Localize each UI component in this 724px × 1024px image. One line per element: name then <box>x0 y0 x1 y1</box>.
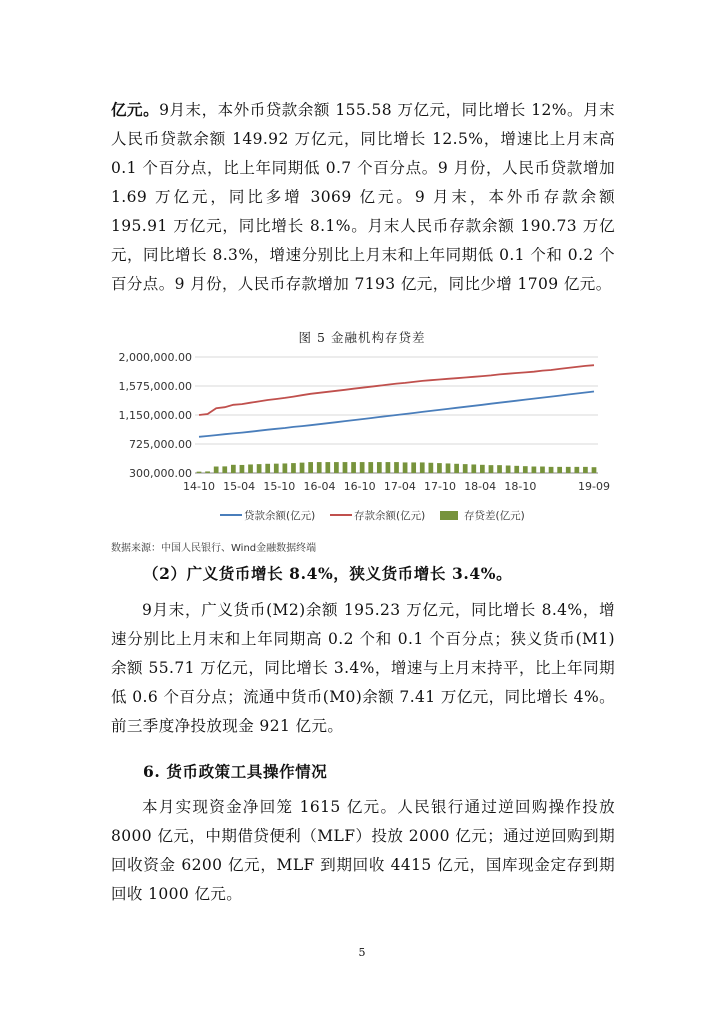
gap-bar <box>325 462 330 473</box>
gap-bar <box>532 467 537 473</box>
gap-bar <box>592 467 597 473</box>
gap-bar <box>265 464 270 473</box>
page-number: 5 <box>358 946 366 959</box>
gap-bar <box>489 465 494 473</box>
gap-bar <box>583 467 588 473</box>
x-tick-label: 18-10 <box>504 480 537 493</box>
y-tick-label: 1,575,000.00 <box>118 380 192 393</box>
gap-bar <box>540 467 545 473</box>
figure-caption: 图 5 金融机构存贷差 <box>298 330 426 345</box>
y-tick-label: 300,000.00 <box>129 467 192 480</box>
data-source-note: 数据来源：中国人民银行、Wind金融数据终端 <box>111 543 317 554</box>
gap-bar <box>437 463 442 473</box>
gap-bar <box>222 466 227 473</box>
section-heading-money-supply: （2）广义货币增长 8.4%，狭义货币增长 3.4%。 <box>143 564 513 583</box>
y-axis-ticks <box>119 351 192 480</box>
gap-bar <box>514 466 519 473</box>
gap-bar <box>214 467 219 473</box>
gap-bar <box>497 465 502 473</box>
gap-bar <box>394 462 399 473</box>
x-tick-label: 17-10 <box>424 480 457 493</box>
legend-label: 贷款余额(亿元) <box>244 510 316 522</box>
gap-bar <box>197 472 202 473</box>
gap-bar <box>283 463 288 473</box>
chart-legend <box>220 509 525 522</box>
gap-bar <box>291 463 296 473</box>
x-tick-label: 17-04 <box>383 480 416 493</box>
gap-bar <box>428 463 433 473</box>
gap-bar <box>446 463 451 473</box>
chart-lines <box>199 365 594 437</box>
legend-label: 存款余额(亿元) <box>354 510 426 522</box>
gap-bar <box>240 465 245 473</box>
gap-bar <box>317 462 322 473</box>
gap-bar <box>248 464 253 473</box>
gap-bar <box>403 462 408 473</box>
gap-bar <box>257 464 262 473</box>
gap-bar <box>360 462 365 473</box>
loan-deposit-text: 9月末，本外币贷款余额 155.58 万亿元，同比增长 12%。月末人民币贷款余额 149.92 万亿元，同比增长 12.5%，增速比上月末高 0.1 个百分点，比上年同期低 0.7 个百分点。9 月份，人民币贷款增加 1.69 万亿元，同比多增 3069 亿元。9 月末，本外币存款余额 195.91 万亿元，同比增长 8.1%。月末人民币存款余额 190.73 万亿元，同比增长 8.3%，增速分别比上月末和上年同期低 0.1 个和 0.2 个百分点。9 月份，人民币存款增加 7193 亿元，同比少增 1709 亿元。 <box>111 101 616 293</box>
policy-tools-paragraph: 本月实现资金净回笼 1615 亿元。人民银行通过逆回购操作投放 8000 亿元，中期借贷便利（MLF）投放 2000 亿元；通过逆回购到期回收资金 6200 亿元，MLF 到期回收 4415 亿元，国库现金定存到期回收 1000 亿元。 <box>111 798 615 903</box>
gap-bar <box>506 465 511 473</box>
gap-bar <box>334 462 339 473</box>
gap-bar <box>368 462 373 473</box>
y-tick-label: 725,000.00 <box>129 438 192 451</box>
gap-bar <box>549 467 554 473</box>
gap-bar <box>377 462 382 473</box>
section-heading-policy-tools: 6. 货币政策工具操作情况 <box>143 762 328 781</box>
gap-bar <box>463 464 468 473</box>
gap-bar <box>274 464 279 473</box>
series-line-1 <box>199 365 594 415</box>
gap-bars <box>197 462 597 473</box>
legend-label: 存贷差(亿元) <box>464 510 525 522</box>
deposit-loan-gap-chart <box>110 345 620 535</box>
gap-bar <box>205 471 210 473</box>
gap-bar <box>308 462 313 473</box>
loan-deposit-paragraph <box>111 95 615 299</box>
x-tick-label: 16-10 <box>343 480 376 493</box>
gap-bar <box>471 464 476 473</box>
legend-swatch-bar <box>440 511 458 520</box>
gap-bar <box>566 467 571 473</box>
y-tick-label: 1,150,000.00 <box>118 409 192 422</box>
series-line-0 <box>199 392 594 437</box>
gap-bar <box>231 465 236 473</box>
x-tick-label: 18-04 <box>464 480 497 493</box>
x-axis-ticks <box>183 480 610 493</box>
gap-bar <box>420 462 425 473</box>
money-supply-paragraph: 9月末，广义货币(M2)余额 195.23 万亿元，同比增长 8.4%，增速分别比上月末和上年同期高 0.2 个和 0.1 个百分点；狭义货币(M1)余额 55.71 万亿元，同比增长 3.4%，增速与上月末持平，比上年同期低 0.6 个百分点；流通中货币(M0)余额 7.41 万亿元，同比增长 4%。前三季度净投放现金 921 亿元。 <box>111 601 615 735</box>
gap-bar <box>343 462 348 473</box>
x-tick-label: 16-04 <box>303 480 336 493</box>
x-tick-label: 14-10 <box>183 480 215 493</box>
y-tick-label: 2,000,000.00 <box>118 351 192 364</box>
gap-bar <box>574 467 579 473</box>
lead-bold-text: 亿元。 <box>111 100 160 119</box>
gap-bar <box>454 464 459 473</box>
gap-bar <box>523 466 528 473</box>
x-tick-label: 15-04 <box>223 480 256 493</box>
gap-bar <box>480 465 485 473</box>
gap-bar <box>386 462 391 473</box>
gap-bar <box>411 462 416 473</box>
x-tick-label: 15-10 <box>263 480 296 493</box>
gap-bar <box>557 467 562 473</box>
x-tick-label: 19-09 <box>578 480 610 493</box>
gap-bar <box>300 463 305 473</box>
gap-bar <box>351 462 356 473</box>
